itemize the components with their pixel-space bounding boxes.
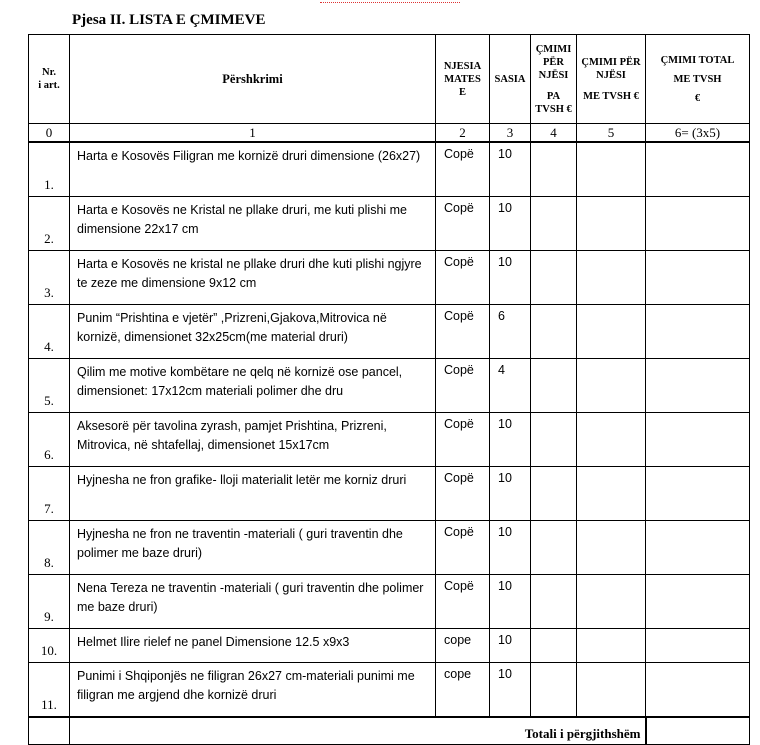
item-total [646, 575, 750, 629]
item-unit: cope [436, 629, 490, 663]
item-total [646, 467, 750, 521]
column-number: 1 [70, 124, 436, 143]
column-number: 5 [577, 124, 646, 143]
item-quantity: 10 [490, 629, 531, 663]
item-total [646, 663, 750, 718]
item-total [646, 305, 750, 359]
header-price-no-vat: ÇMIMI PËR NJËSI PA TVSH € [531, 35, 577, 124]
header-unit: NJESIA MATES E [436, 35, 490, 124]
table-row [29, 521, 750, 575]
item-price-vat [577, 197, 646, 251]
grand-total-value [646, 717, 750, 745]
item-description: Hyjnesha ne fron ne traventin -materiali ( guri traventin dhe polimer me baze druri) [70, 521, 436, 575]
item-price-vat [577, 251, 646, 305]
item-price-vat [577, 629, 646, 663]
item-total [646, 359, 750, 413]
item-unit: Copë [436, 413, 490, 467]
table-row [29, 575, 750, 629]
item-quantity: 4 [490, 359, 531, 413]
item-number: 11. [29, 663, 70, 718]
column-number: 6= (3x5) [646, 124, 750, 143]
table-row [29, 142, 750, 197]
item-price-no-vat [531, 575, 577, 629]
header-quantity: SASIA [490, 35, 531, 124]
item-price-vat [577, 413, 646, 467]
item-quantity: 10 [490, 575, 531, 629]
item-unit: Copë [436, 305, 490, 359]
table-row [29, 663, 750, 718]
header-total: ÇMIMI TOTAL ME TVSH € [646, 35, 750, 124]
item-number: 7. [29, 467, 70, 521]
item-description: Punimi i Shqiponjës ne filigran 26x27 cm-materiali punimi me filigran me argjend dhe kornizë druri [70, 663, 436, 718]
item-description: Harta e Kosovës ne Kristal ne pllake druri, me kuti plishi me dimensione 22x17 cm [70, 197, 436, 251]
page-title: Pjesa II. LISTA E ÇMIMEVE [72, 12, 266, 28]
price-list-table [28, 34, 750, 745]
table-row [29, 413, 750, 467]
item-quantity: 10 [490, 467, 531, 521]
item-price-no-vat [531, 413, 577, 467]
total-row [29, 717, 750, 745]
table-row [29, 359, 750, 413]
header-description: Përshkrimi [70, 35, 436, 124]
item-price-no-vat [531, 629, 577, 663]
column-number-row [29, 124, 750, 143]
item-quantity: 10 [490, 413, 531, 467]
item-price-no-vat [531, 251, 577, 305]
column-number: 4 [531, 124, 577, 143]
item-price-vat [577, 142, 646, 197]
item-description: Harta e Kosovës Filigran me kornizë druri dimensione (26x27) [70, 142, 436, 197]
item-number: 5. [29, 359, 70, 413]
item-quantity: 10 [490, 663, 531, 718]
item-description: Nena Tereza ne traventin -materiali ( guri traventin dhe polimer me baze druri) [70, 575, 436, 629]
item-quantity: 10 [490, 197, 531, 251]
column-number: 2 [436, 124, 490, 143]
item-price-vat [577, 575, 646, 629]
item-unit: Copë [436, 575, 490, 629]
item-quantity: 6 [490, 305, 531, 359]
item-unit: cope [436, 663, 490, 718]
header-row [29, 35, 750, 124]
item-number: 2. [29, 197, 70, 251]
item-total [646, 629, 750, 663]
item-number: 9. [29, 575, 70, 629]
item-price-vat [577, 359, 646, 413]
header-price-vat: ÇMIMI PËR NJËSI ME TVSH € [577, 35, 646, 124]
item-quantity: 10 [490, 521, 531, 575]
item-unit: Copë [436, 251, 490, 305]
item-quantity: 10 [490, 251, 531, 305]
item-number: 8. [29, 521, 70, 575]
table-row [29, 305, 750, 359]
item-price-no-vat [531, 467, 577, 521]
item-total [646, 251, 750, 305]
item-unit: Copë [436, 521, 490, 575]
item-description: Qilim me motive kombëtare ne qelq në kornizë ose pancel, dimensionet: 17x12cm materiali polimer dhe dru [70, 359, 436, 413]
item-total [646, 521, 750, 575]
item-price-vat [577, 305, 646, 359]
item-price-no-vat [531, 359, 577, 413]
item-price-no-vat [531, 142, 577, 197]
item-price-no-vat [531, 305, 577, 359]
item-unit: Copë [436, 197, 490, 251]
column-number: 3 [490, 124, 531, 143]
item-description: Aksesorë për tavolina zyrash, pamjet Prishtina, Prizreni, Mitrovica, në shtafellaj, dimensionet 15x17cm [70, 413, 436, 467]
column-number: 0 [29, 124, 70, 143]
item-quantity: 10 [490, 142, 531, 197]
table-row [29, 251, 750, 305]
item-unit: Copë [436, 142, 490, 197]
item-price-vat [577, 663, 646, 718]
item-price-no-vat [531, 197, 577, 251]
item-total [646, 197, 750, 251]
item-number: 6. [29, 413, 70, 467]
item-price-vat [577, 521, 646, 575]
item-number: 3. [29, 251, 70, 305]
item-number: 4. [29, 305, 70, 359]
item-price-no-vat [531, 521, 577, 575]
item-description: Punim “Prishtina e vjetër” ,Prizreni,Gjakova,Mitrovica në kornizë, dimensionet 32x25cm(me material druri) [70, 305, 436, 359]
item-total [646, 142, 750, 197]
item-description: Helmet Ilire rielef ne panel Dimensione 12.5 x9x3 [70, 629, 436, 663]
item-price-vat [577, 467, 646, 521]
header-nr: Nr. i art. [29, 35, 70, 124]
item-description: Hyjnesha ne fron grafike- lloji materialit letër me korniz druri [70, 467, 436, 521]
item-description: Harta e Kosovës ne kristal ne pllake druri dhe kuti plishi ngjyre te zeze me dimensione 9x12 cm [70, 251, 436, 305]
total-blank-cell [29, 717, 70, 745]
item-number: 1. [29, 142, 70, 197]
table-row [29, 629, 750, 663]
table-row [29, 467, 750, 521]
item-price-no-vat [531, 663, 577, 718]
table-row [29, 197, 750, 251]
item-unit: Copë [436, 359, 490, 413]
grand-total-label: Totali i përgjithshëm [70, 717, 646, 745]
spellcheck-mark [320, 0, 460, 3]
item-number: 10. [29, 629, 70, 663]
item-unit: Copë [436, 467, 490, 521]
item-total [646, 413, 750, 467]
